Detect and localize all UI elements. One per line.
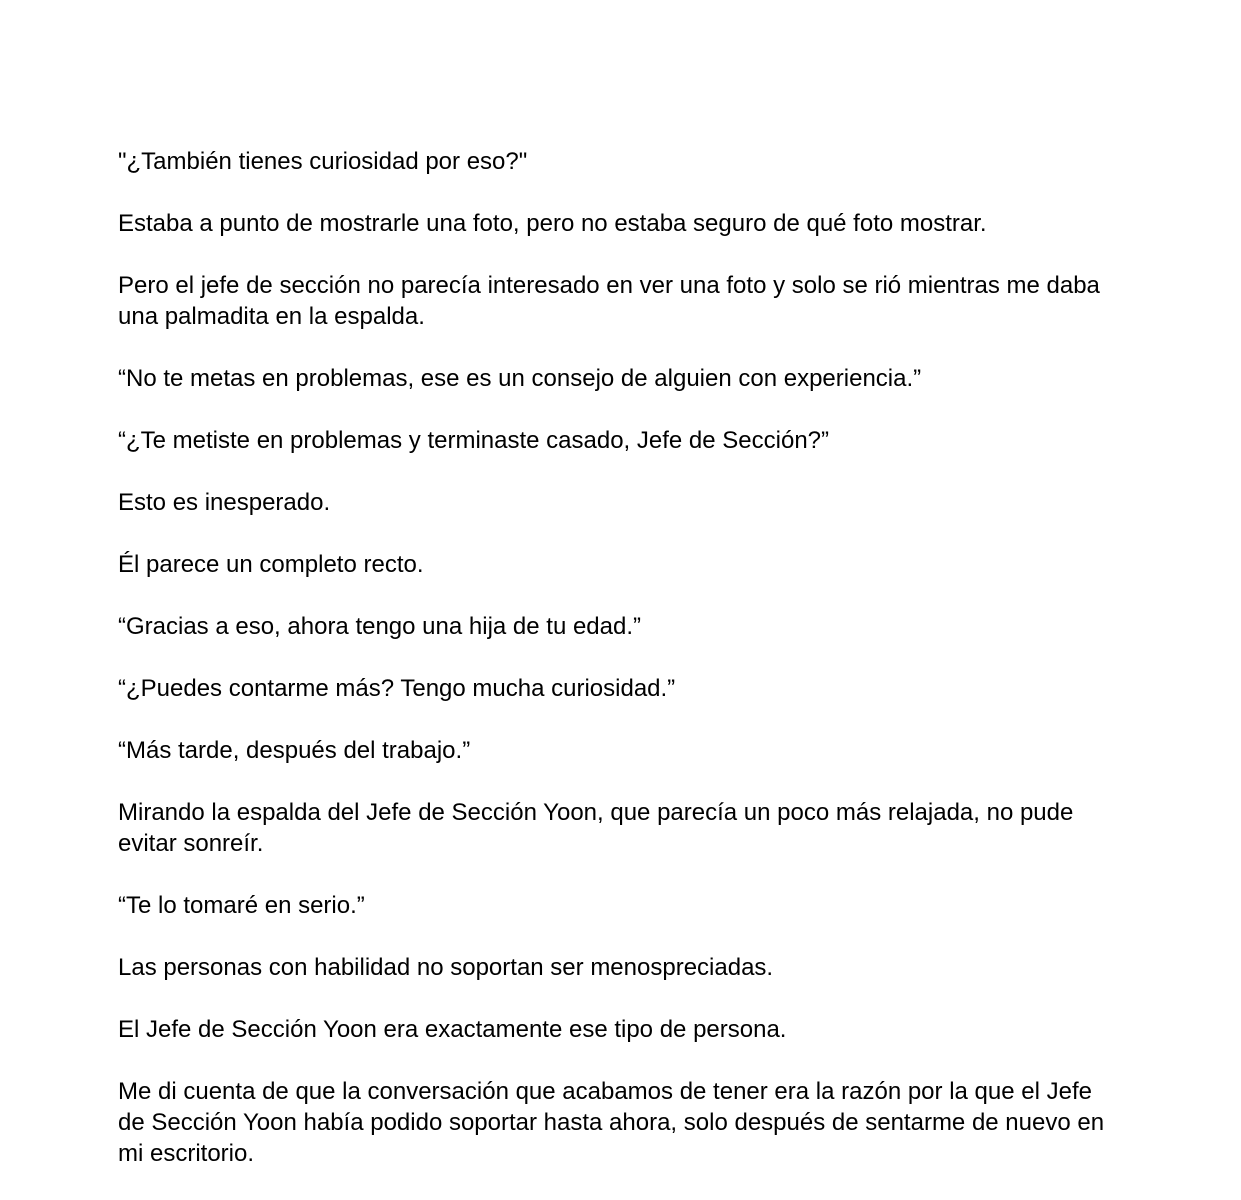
paragraph: Él parece un completo recto.: [118, 551, 424, 578]
paragraph: "¿También tienes curiosidad por eso?": [118, 148, 528, 175]
paragraph: El Jefe de Sección Yoon era exactamente ese tipo de persona.: [118, 1016, 787, 1043]
paragraph: Estaba a punto de mostrarle una foto, pero no estaba seguro de qué foto mostrar.: [118, 210, 987, 237]
paragraph: Las personas con habilidad no soportan ser menospreciadas.: [118, 954, 774, 981]
paragraph: “Te lo tomaré en serio.”: [118, 892, 365, 919]
paragraph: Mirando la espalda del Jefe de Sección Yoon, que parecía un poco más relajada, no pude evitar sonreír.: [118, 799, 1074, 857]
paragraph: Pero el jefe de sección no parecía interesado en ver una foto y solo se rió mientras me daba una palmadita en la espalda.: [118, 272, 1100, 330]
paragraph: Esto es inesperado.: [118, 489, 331, 516]
paragraph: “Más tarde, después del trabajo.”: [118, 737, 471, 764]
paragraph: “¿Puedes contarme más? Tengo mucha curiosidad.”: [118, 675, 676, 702]
document-body: [118, 146, 1118, 1200]
paragraph: “No te metas en problemas, ese es un consejo de alguien con experiencia.”: [118, 365, 922, 392]
paragraph: “Gracias a eso, ahora tengo una hija de tu edad.”: [118, 613, 642, 640]
paragraph: Me di cuenta de que la conversación que acabamos de tener era la razón por la que el Jefe de Sección Yoon había podido soportar hasta ahora, solo después de sentarme de nuevo en mi escritorio.: [118, 1078, 1105, 1167]
paragraph: “¿Te metiste en problemas y terminaste casado, Jefe de Sección?”: [118, 427, 829, 454]
